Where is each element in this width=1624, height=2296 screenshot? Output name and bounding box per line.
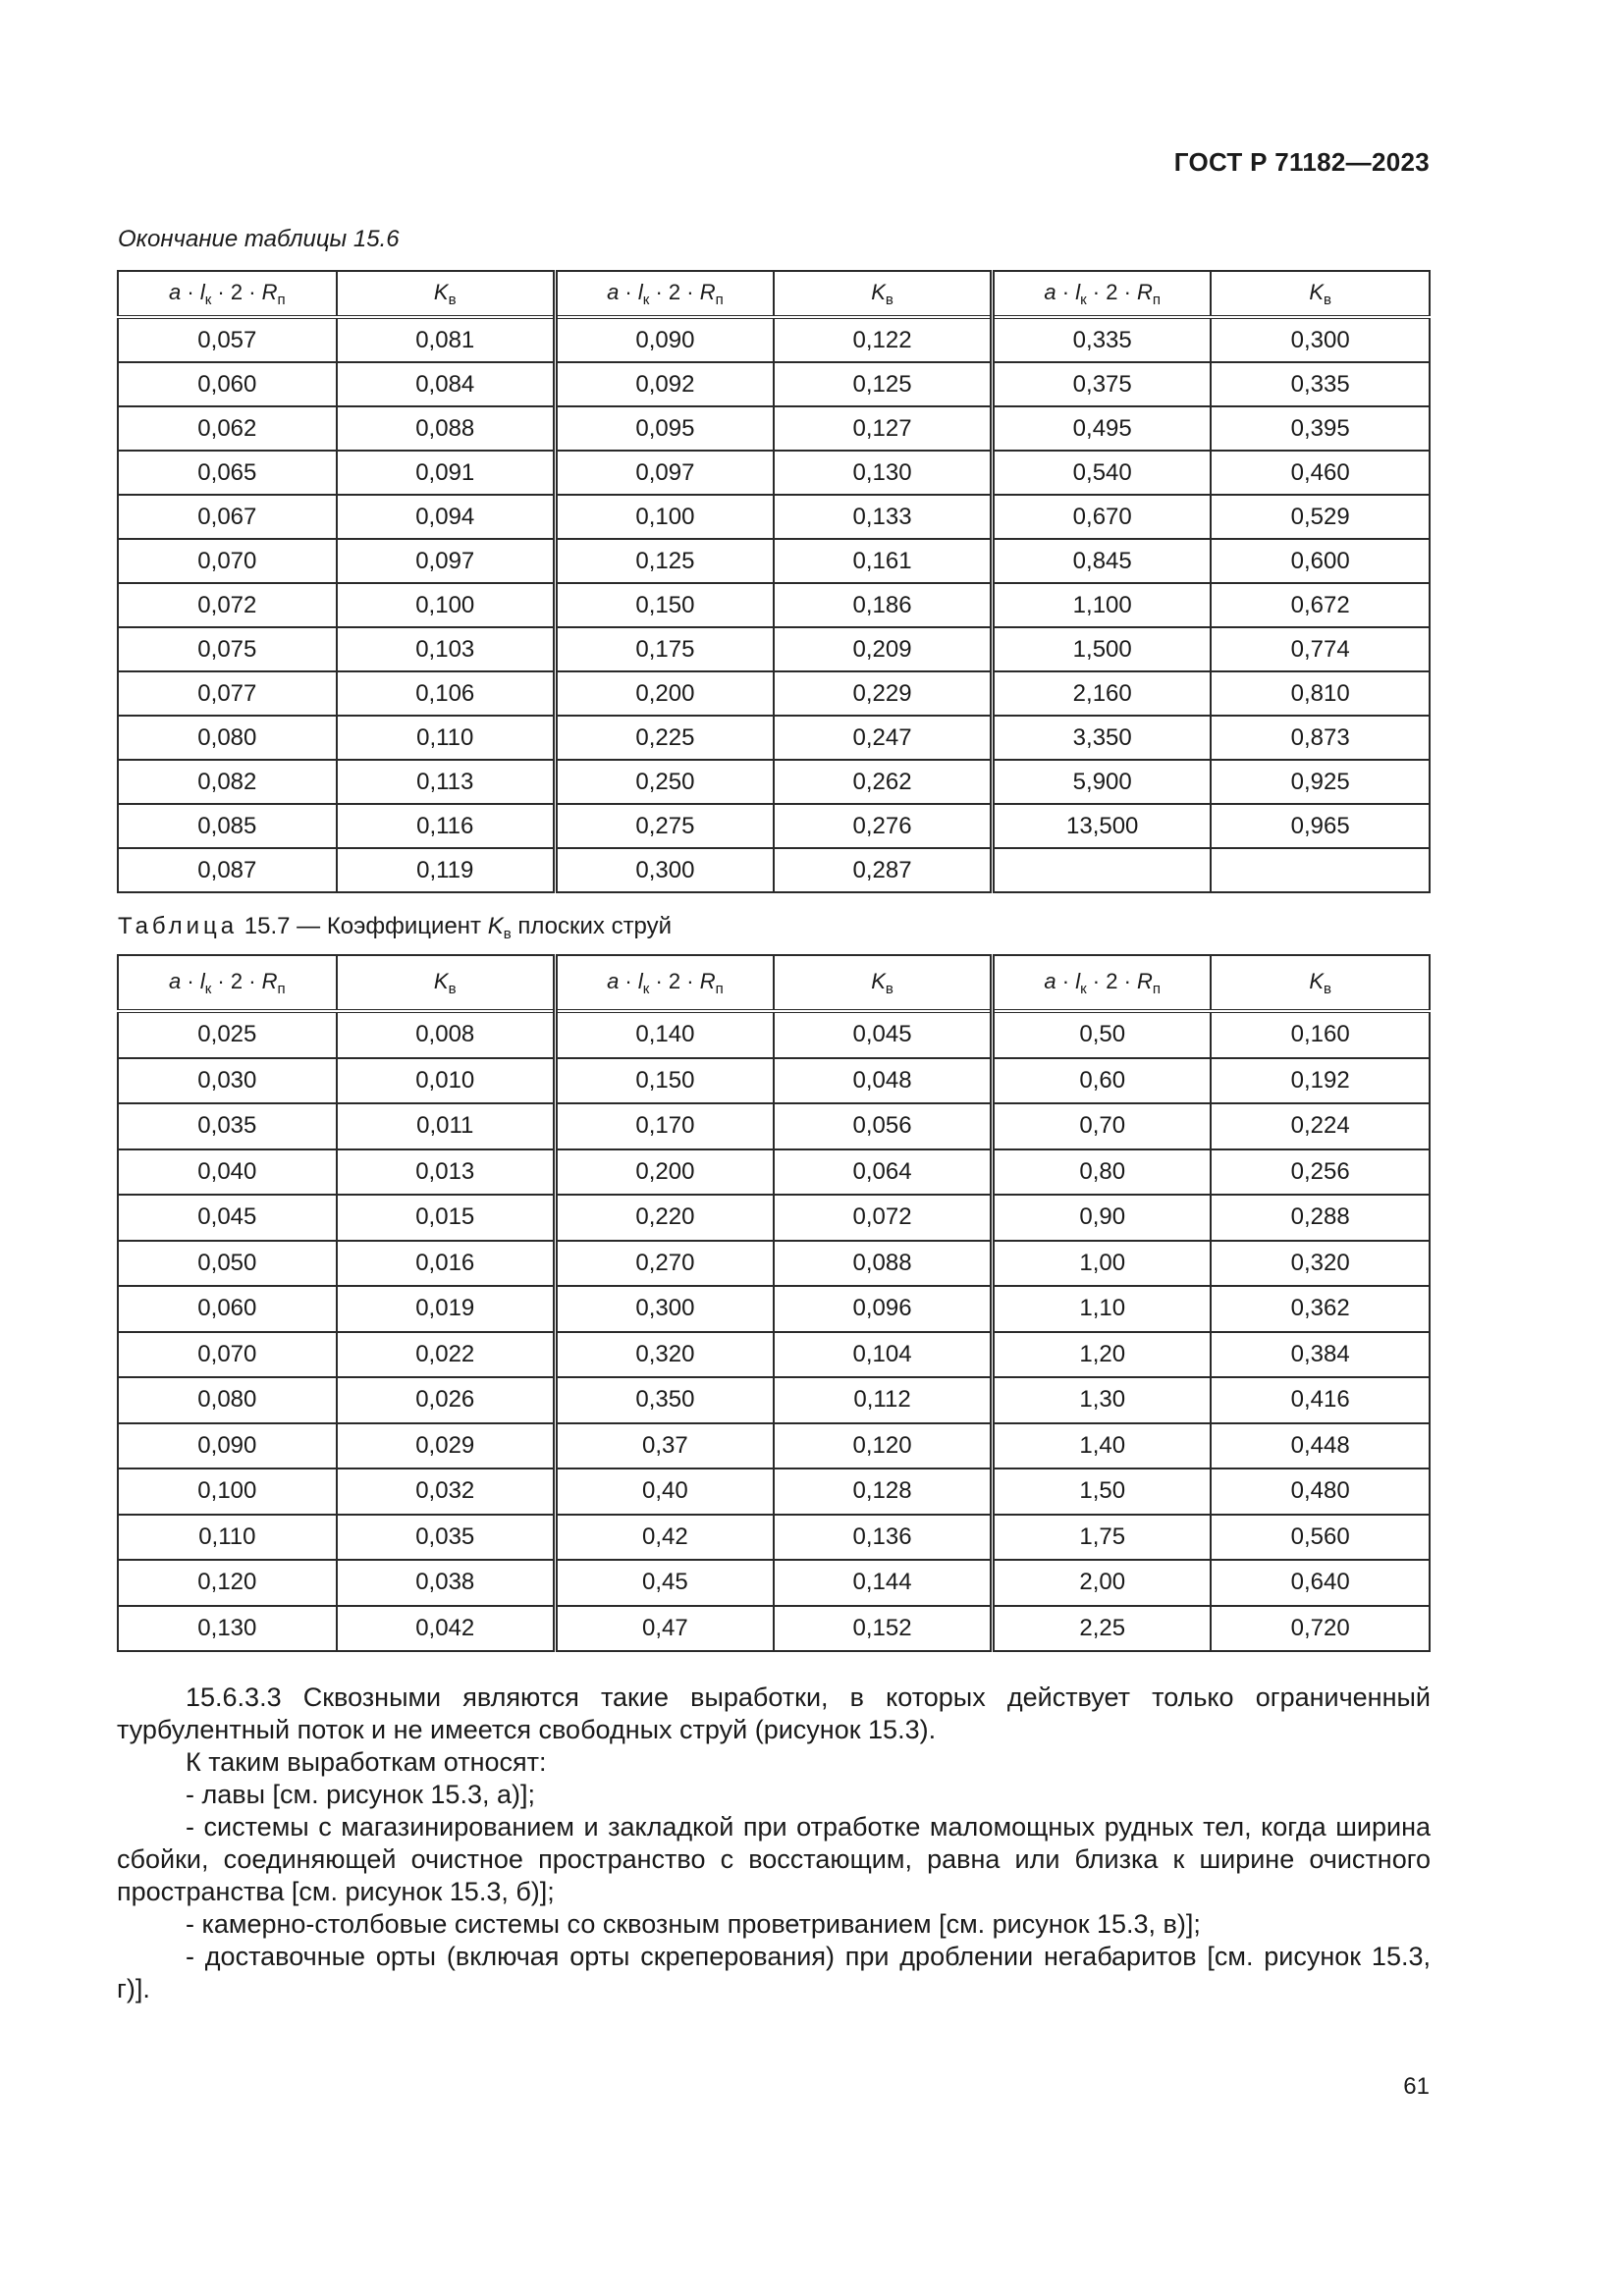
table-cell: 0,057 — [118, 317, 337, 362]
table-cell: 0,256 — [1211, 1149, 1430, 1196]
header-dot: · — [181, 279, 200, 304]
table-cell: 0,42 — [555, 1515, 774, 1561]
header-symbol-a: a — [1044, 968, 1056, 993]
table-cell: 0,125 — [774, 362, 993, 406]
header-symbol-l-sub: к — [204, 291, 212, 308]
table-cell: 0,077 — [118, 671, 337, 716]
header-symbol-k: K — [1309, 968, 1324, 993]
table-row — [118, 1058, 1430, 1104]
header-dot: · — [680, 279, 700, 304]
header-dot: · — [619, 279, 638, 304]
column-header-formula — [993, 271, 1212, 317]
header-dot: · — [243, 279, 262, 304]
table-row — [118, 1011, 1430, 1058]
table-cell: 0,416 — [1211, 1377, 1430, 1423]
table-cell: 0,150 — [555, 1058, 774, 1104]
table-cell: 0,229 — [774, 671, 993, 716]
table-cell: 0,038 — [337, 1560, 556, 1606]
table-cell: 0,042 — [337, 1606, 556, 1652]
table-cell: 0,103 — [337, 627, 556, 671]
table-cell: 0,247 — [774, 716, 993, 760]
table-cell: 0,016 — [337, 1241, 556, 1287]
table-row — [118, 804, 1430, 848]
table-cell: 0,088 — [774, 1241, 993, 1287]
header-dot: · — [619, 968, 638, 993]
table-cell: 0,362 — [1211, 1286, 1430, 1332]
table-cell: 0,080 — [118, 716, 337, 760]
table-cell: 0,106 — [337, 671, 556, 716]
header-two: 2 — [1106, 279, 1118, 304]
table-cell: 0,90 — [993, 1195, 1212, 1241]
table-row — [118, 1468, 1430, 1515]
table-cell: 0,448 — [1211, 1423, 1430, 1469]
header-two: 2 — [668, 279, 681, 304]
header-symbol-a: a — [607, 968, 620, 993]
table-header-row — [118, 955, 1430, 1011]
header-symbol-r: R — [261, 279, 278, 304]
document-header: ГОСТ Р 71182—2023 — [1173, 147, 1430, 177]
table-cell: 0,810 — [1211, 671, 1430, 716]
table-cell: 0,008 — [337, 1011, 556, 1058]
header-symbol-l: l — [199, 279, 205, 304]
table-row — [118, 539, 1430, 583]
table-cell: 0,097 — [555, 451, 774, 495]
table-cell: 2,00 — [993, 1560, 1212, 1606]
header-two: 2 — [1106, 968, 1118, 993]
column-header-formula — [555, 271, 774, 317]
table-cell: 0,375 — [993, 362, 1212, 406]
table-cell: 0,276 — [774, 804, 993, 848]
table-cell: 0,672 — [1211, 583, 1430, 627]
table-cell: 0,125 — [555, 539, 774, 583]
table-row — [118, 1377, 1430, 1423]
table-cell: 0,350 — [555, 1377, 774, 1423]
table-cell: 0,200 — [555, 1149, 774, 1196]
table-cell: 0,480 — [1211, 1468, 1430, 1515]
header-symbol-k: K — [433, 279, 449, 304]
header-symbol-r-sub: п — [715, 980, 724, 997]
table-cell: 0,040 — [118, 1149, 337, 1196]
table-row — [118, 583, 1430, 627]
header-symbol-a: a — [169, 279, 182, 304]
header-symbol-l: l — [1075, 279, 1081, 304]
table-cell: 0,130 — [774, 451, 993, 495]
table-cell: 0,300 — [555, 848, 774, 892]
table-cell: 0,065 — [118, 451, 337, 495]
table-cell: 0,019 — [337, 1286, 556, 1332]
header-symbol-l-sub: к — [204, 980, 212, 997]
table-cell: 0,092 — [555, 362, 774, 406]
column-header-formula — [993, 955, 1212, 1011]
table-cell: 0,067 — [118, 495, 337, 539]
table-cell: 0,136 — [774, 1515, 993, 1561]
table-row — [118, 362, 1430, 406]
header-symbol-r-sub: п — [277, 291, 286, 308]
table-cell: 0,965 — [1211, 804, 1430, 848]
table-cell: 0,087 — [118, 848, 337, 892]
table-cell: 0,152 — [774, 1606, 993, 1652]
table-cell: 0,070 — [118, 1332, 337, 1378]
table-cell: 0,133 — [774, 495, 993, 539]
table-cell: 0,540 — [993, 451, 1212, 495]
table-cell: 0,112 — [774, 1377, 993, 1423]
table-cell: 0,082 — [118, 760, 337, 804]
column-header-kv — [774, 271, 993, 317]
table-cell — [993, 848, 1212, 892]
table-cell: 0,300 — [555, 1286, 774, 1332]
table-cell: 0,035 — [337, 1515, 556, 1561]
table-cell: 0,120 — [774, 1423, 993, 1469]
table-row — [118, 1286, 1430, 1332]
table-row — [118, 716, 1430, 760]
table-cell: 0,288 — [1211, 1195, 1430, 1241]
table-caption-symbol-sub: в — [503, 926, 512, 942]
header-two: 2 — [230, 279, 244, 304]
table-cell: 0,094 — [337, 495, 556, 539]
table-cell: 0,529 — [1211, 495, 1430, 539]
table-row — [118, 1149, 1430, 1196]
table-cell: 2,160 — [993, 671, 1212, 716]
table-cell: 1,75 — [993, 1515, 1212, 1561]
table-cell: 0,873 — [1211, 716, 1430, 760]
table-cell: 0,072 — [118, 583, 337, 627]
table-cell: 0,110 — [337, 716, 556, 760]
table-cell: 1,00 — [993, 1241, 1212, 1287]
table-cell: 0,170 — [555, 1103, 774, 1149]
table-cell: 0,150 — [555, 583, 774, 627]
header-symbol-k: K — [1309, 279, 1324, 304]
header-symbol-r-sub: п — [715, 291, 724, 308]
table-cell: 0,220 — [555, 1195, 774, 1241]
table-cell: 0,127 — [774, 406, 993, 451]
table-cell: 0,084 — [337, 362, 556, 406]
table-body — [118, 317, 1430, 892]
table-cell: 0,160 — [1211, 1011, 1430, 1058]
table-cell: 0,045 — [774, 1011, 993, 1058]
table-row — [118, 1423, 1430, 1469]
header-symbol-l-sub: к — [642, 291, 650, 308]
table-caption-text-end: плоских струй — [517, 913, 673, 939]
table-15-7-caption — [118, 913, 672, 942]
table-cell: 0,013 — [337, 1149, 556, 1196]
table-cell: 0,262 — [774, 760, 993, 804]
table-cell: 0,122 — [774, 317, 993, 362]
table-header-row — [118, 271, 1430, 317]
table-cell: 1,10 — [993, 1286, 1212, 1332]
header-symbol-l: l — [1075, 968, 1081, 993]
header-symbol-r: R — [261, 968, 278, 993]
table-cell: 0,130 — [118, 1606, 337, 1652]
table-cell: 0,060 — [118, 1286, 337, 1332]
table-cell: 0,70 — [993, 1103, 1212, 1149]
table-cell: 0,275 — [555, 804, 774, 848]
header-symbol-r: R — [1137, 968, 1153, 993]
header-symbol-k: K — [871, 279, 886, 304]
table-cell: 2,25 — [993, 1606, 1212, 1652]
table-caption-label: Таблица — [118, 913, 239, 939]
table-cell: 0,128 — [774, 1468, 993, 1515]
table-cell: 0,287 — [774, 848, 993, 892]
list-item: - доставочные орты (включая орты скреперования) при дроблении негабаритов [см. рисунок 15.3, г)]. — [117, 1942, 1431, 2003]
table-cell: 0,100 — [337, 583, 556, 627]
table-row — [118, 1195, 1430, 1241]
table-cell: 0,270 — [555, 1241, 774, 1287]
header-symbol-k-sub: в — [1324, 980, 1331, 997]
table-cell: 0,050 — [118, 1241, 337, 1287]
header-dot: · — [1056, 279, 1076, 304]
list-item: - камерно-столбовые системы со сквозным проветриванием [см. рисунок 15.3, в)]; — [186, 1909, 1201, 1939]
table-body — [118, 1011, 1430, 1651]
table-cell: 0,035 — [118, 1103, 337, 1149]
table-cell: 0,460 — [1211, 451, 1430, 495]
header-dot: · — [1117, 279, 1138, 304]
column-header-kv — [774, 955, 993, 1011]
column-header-kv — [337, 271, 556, 317]
header-dot: · — [243, 968, 262, 993]
table-row — [118, 495, 1430, 539]
table-cell: 0,720 — [1211, 1606, 1430, 1652]
table-cell: 0,45 — [555, 1560, 774, 1606]
table-cell: 0,064 — [774, 1149, 993, 1196]
header-symbol-k-sub: в — [448, 980, 457, 997]
table-cell: 0,026 — [337, 1377, 556, 1423]
table-cell: 0,300 — [1211, 317, 1430, 362]
table-cell: 0,192 — [1211, 1058, 1430, 1104]
header-symbol-l-sub: к — [642, 980, 650, 997]
paragraph-intro: К таким выработкам относят: — [186, 1747, 547, 1777]
header-symbol-k-sub: в — [448, 291, 457, 308]
header-dot: · — [1086, 968, 1107, 993]
table-cell: 0,010 — [337, 1058, 556, 1104]
header-symbol-r-sub: п — [277, 980, 286, 997]
table-cell: 0,081 — [337, 317, 556, 362]
table-cell: 0,140 — [555, 1011, 774, 1058]
table-cell: 1,40 — [993, 1423, 1212, 1469]
table-cell — [1211, 848, 1430, 892]
table-cell: 0,250 — [555, 760, 774, 804]
table-cell: 0,110 — [118, 1515, 337, 1561]
header-symbol-r: R — [1137, 279, 1153, 304]
table-cell: 1,30 — [993, 1377, 1212, 1423]
table-row — [118, 317, 1430, 362]
table-cell: 0,095 — [555, 406, 774, 451]
header-dot: · — [680, 968, 700, 993]
table-cell: 0,015 — [337, 1195, 556, 1241]
table-cell: 0,50 — [993, 1011, 1212, 1058]
header-symbol-k-sub: в — [885, 291, 893, 308]
header-symbol-l: l — [637, 279, 643, 304]
table-cell: 0,085 — [118, 804, 337, 848]
table-cell: 0,116 — [337, 804, 556, 848]
table-cell: 0,090 — [118, 1423, 337, 1469]
table-cell: 0,144 — [774, 1560, 993, 1606]
table-row — [118, 451, 1430, 495]
header-dot: · — [1086, 279, 1107, 304]
table-row — [118, 1515, 1430, 1561]
table-cell: 0,384 — [1211, 1332, 1430, 1378]
table-cell: 0,209 — [774, 627, 993, 671]
column-header-kv — [1211, 955, 1430, 1011]
table-row — [118, 1241, 1430, 1287]
header-symbol-r-sub: п — [1152, 291, 1162, 308]
table-row — [118, 848, 1430, 892]
table-cell: 0,40 — [555, 1468, 774, 1515]
table-cell: 0,080 — [118, 1377, 337, 1423]
table-cell: 0,097 — [337, 539, 556, 583]
header-symbol-a: a — [169, 968, 182, 993]
table-cell: 0,560 — [1211, 1515, 1430, 1561]
column-header-formula — [555, 955, 774, 1011]
table-cell: 0,37 — [555, 1423, 774, 1469]
header-dot: · — [211, 968, 231, 993]
table-cell: 0,100 — [555, 495, 774, 539]
table-15-6-end — [117, 270, 1431, 893]
header-dot: · — [1056, 968, 1076, 993]
table-row — [118, 1606, 1430, 1652]
header-symbol-r: R — [699, 968, 716, 993]
header-symbol-a: a — [1044, 279, 1056, 304]
table-cell: 0,335 — [993, 317, 1212, 362]
header-symbol-r: R — [699, 279, 716, 304]
table-cell: 0,022 — [337, 1332, 556, 1378]
table-cell: 1,50 — [993, 1468, 1212, 1515]
table-row — [118, 1103, 1430, 1149]
paragraph-15-6-3-3: 15.6.3.3 Сквозными являются такие выработки, в которых действует только ограниченный турбулентный поток и не имеется свободных струй (рисунок 15.3). — [117, 1682, 1431, 1744]
body-text — [117, 1682, 1431, 2005]
table-cell: 0,100 — [118, 1468, 337, 1515]
table-row — [118, 406, 1430, 451]
column-header-formula — [118, 955, 337, 1011]
table-cell: 0,091 — [337, 451, 556, 495]
table-cell: 0,335 — [1211, 362, 1430, 406]
table-cell: 0,090 — [555, 317, 774, 362]
table-cell: 0,032 — [337, 1468, 556, 1515]
table-cell: 13,500 — [993, 804, 1212, 848]
list-item: - системы с магазинированием и закладкой при отработке маломощных рудных тел, когда ширина сбойки, соединяющей очистное пространство с восстающим, равна или близка к ширине очистного пространства [см. рисунок 15.3, б)]; — [117, 1812, 1431, 1906]
header-symbol-l-sub: к — [1080, 291, 1087, 308]
table-cell: 0,056 — [774, 1103, 993, 1149]
table-row — [118, 1332, 1430, 1378]
table-cell: 0,175 — [555, 627, 774, 671]
header-symbol-l-sub: к — [1080, 980, 1087, 997]
header-dot: · — [649, 279, 669, 304]
table-cell: 1,500 — [993, 627, 1212, 671]
header-symbol-k-sub: в — [1324, 291, 1331, 308]
table-cell: 5,900 — [993, 760, 1212, 804]
header-dot: · — [649, 968, 669, 993]
table-cell: 0,025 — [118, 1011, 337, 1058]
table-cell: 0,495 — [993, 406, 1212, 451]
table-cell: 0,640 — [1211, 1560, 1430, 1606]
column-header-formula — [118, 271, 337, 317]
table-row — [118, 760, 1430, 804]
table-cell: 3,350 — [993, 716, 1212, 760]
header-two: 2 — [230, 968, 244, 993]
table-cell: 0,045 — [118, 1195, 337, 1241]
table-cell: 0,80 — [993, 1149, 1212, 1196]
table-cell: 0,048 — [774, 1058, 993, 1104]
table-cell: 0,845 — [993, 539, 1212, 583]
table-cell: 0,600 — [1211, 539, 1430, 583]
table-row — [118, 1560, 1430, 1606]
page-number: 61 — [1403, 2073, 1430, 2100]
table-cell: 0,062 — [118, 406, 337, 451]
header-symbol-k: K — [433, 968, 449, 993]
header-symbol-k: K — [871, 968, 886, 993]
table-cell: 0,029 — [337, 1423, 556, 1469]
table-cell: 0,200 — [555, 671, 774, 716]
table-cell: 0,774 — [1211, 627, 1430, 671]
table-caption-symbol: K — [487, 913, 504, 939]
table-cell: 0,030 — [118, 1058, 337, 1104]
header-symbol-a: a — [607, 279, 620, 304]
table-caption-text: 15.7 — Коэффициент — [244, 913, 482, 939]
header-dot: · — [1117, 968, 1138, 993]
column-header-kv — [337, 955, 556, 1011]
table-cell: 0,320 — [1211, 1241, 1430, 1287]
table-cell: 0,186 — [774, 583, 993, 627]
table-cell: 0,161 — [774, 539, 993, 583]
table-cell: 1,100 — [993, 583, 1212, 627]
table-cell: 0,395 — [1211, 406, 1430, 451]
table-cell: 0,113 — [337, 760, 556, 804]
table-cell: 0,224 — [1211, 1103, 1430, 1149]
table-row — [118, 671, 1430, 716]
table-cell: 0,120 — [118, 1560, 337, 1606]
header-symbol-l: l — [637, 968, 643, 993]
table-cell: 0,070 — [118, 539, 337, 583]
table-cell: 0,096 — [774, 1286, 993, 1332]
table-cell: 1,20 — [993, 1332, 1212, 1378]
table-cell: 0,088 — [337, 406, 556, 451]
table-cell: 0,011 — [337, 1103, 556, 1149]
header-two: 2 — [668, 968, 681, 993]
table-cell: 0,320 — [555, 1332, 774, 1378]
list-item: - лавы [см. рисунок 15.3, а)]; — [186, 1780, 535, 1809]
table-cell: 0,119 — [337, 848, 556, 892]
continuation-caption: Окончание таблицы 15.6 — [118, 226, 400, 252]
table-cell: 0,670 — [993, 495, 1212, 539]
column-header-kv — [1211, 271, 1430, 317]
table-cell: 0,47 — [555, 1606, 774, 1652]
table-cell: 0,072 — [774, 1195, 993, 1241]
table-row — [118, 627, 1430, 671]
header-dot: · — [211, 279, 231, 304]
header-symbol-l: l — [199, 968, 205, 993]
header-symbol-r-sub: п — [1152, 980, 1162, 997]
table-cell: 0,060 — [118, 362, 337, 406]
table-cell: 0,075 — [118, 627, 337, 671]
table-cell: 0,925 — [1211, 760, 1430, 804]
table-cell: 0,104 — [774, 1332, 993, 1378]
header-symbol-k-sub: в — [885, 980, 893, 997]
table-cell: 0,225 — [555, 716, 774, 760]
table-cell: 0,60 — [993, 1058, 1212, 1104]
table-15-7 — [117, 954, 1431, 1652]
header-dot: · — [181, 968, 200, 993]
